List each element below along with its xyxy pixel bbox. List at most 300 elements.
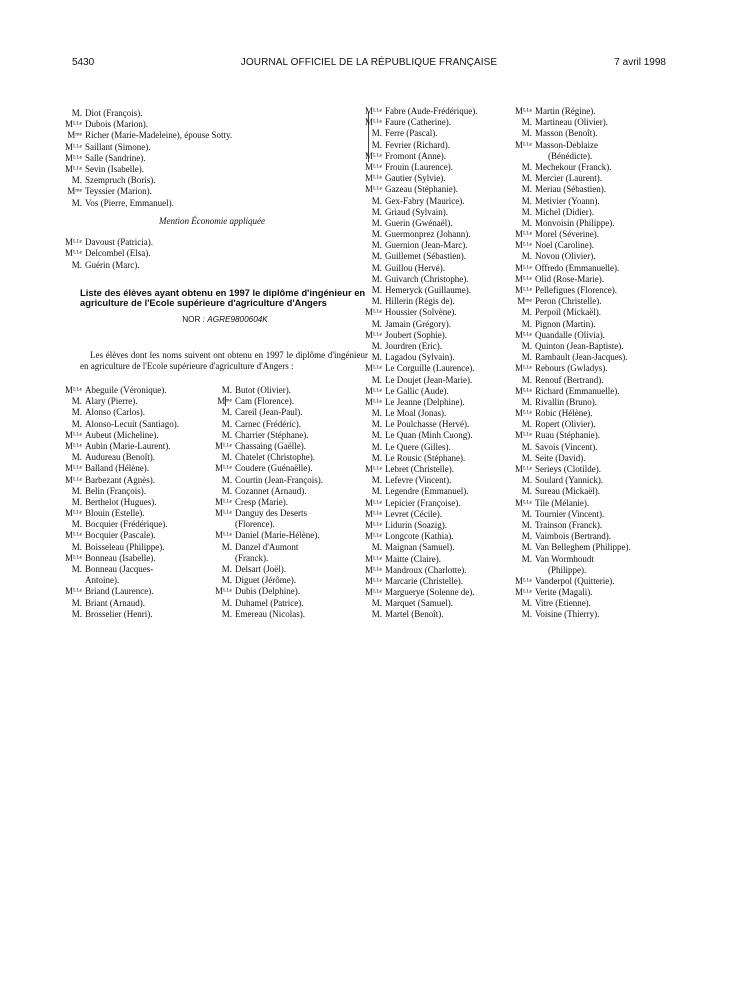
- list-item: [362, 542, 522, 553]
- person-name: Marquet (Samuel).: [385, 598, 453, 609]
- list-item: [212, 542, 372, 553]
- honorific: M.: [521, 609, 532, 620]
- person-name: Le Poulchasse (Hervé).: [385, 419, 470, 430]
- list-item: [362, 554, 522, 565]
- list-item: [362, 173, 522, 184]
- list-item: [362, 464, 522, 475]
- honorific: Mᴸᴸᵉ: [65, 237, 82, 248]
- person-name: Bonneau (Isabelle).: [85, 552, 156, 563]
- person-name: Lidurin (Soazig).: [385, 519, 447, 530]
- list-item: [512, 274, 682, 285]
- person-name: Danguy des Deserts: [235, 508, 307, 519]
- person-name: (Philippe).: [548, 564, 587, 575]
- honorific: Mᴸᴸᵉ: [515, 575, 532, 586]
- list-item: [362, 486, 522, 497]
- honorific: Mᴸᴸᵉ: [65, 440, 82, 451]
- person-name: Peron (Christelle).: [535, 296, 602, 307]
- person-name: Olid (Rose-Marie).: [535, 273, 604, 284]
- honorific: Mᴸᴸᵉ: [515, 262, 532, 273]
- list-item: [62, 519, 227, 530]
- list-item: [362, 319, 522, 330]
- honorific: M.: [71, 197, 82, 208]
- list-item: [362, 106, 522, 117]
- honorific: Mᴸᴸᵉ: [65, 385, 82, 395]
- honorific: M.: [521, 508, 532, 519]
- list-item: [512, 520, 682, 531]
- list-item: [512, 140, 682, 151]
- person-name: Delsart (Joël).: [235, 564, 286, 574]
- person-name: Vitre (Etienne).: [535, 598, 591, 609]
- list-item: [362, 251, 522, 262]
- list-item: [362, 117, 522, 128]
- honorific: Mᴸᴸᵉ: [515, 430, 532, 441]
- person-name: Delcombel (Elsa).: [85, 248, 151, 259]
- honorific: M.: [71, 519, 82, 530]
- list-item: [512, 184, 682, 195]
- list-item: [362, 207, 522, 218]
- person-name: Guillou (Hervé).: [385, 262, 445, 273]
- person-name: Hemeryck (Guillaume).: [385, 285, 471, 295]
- person-name: Salle (Sandrine).: [85, 152, 146, 163]
- honorific: Mᴸᴸᵉ: [65, 508, 82, 519]
- honorific: Mᴸᴸᵉ: [65, 463, 82, 474]
- person-name: (Florence).: [235, 519, 275, 530]
- honorific: Mᴸᴸᵉ: [65, 141, 82, 152]
- person-name: Martin (Régine).: [535, 106, 596, 116]
- honorific: Mᴸᴸᵉ: [365, 329, 382, 340]
- list-item: [212, 475, 372, 486]
- person-name: Guillemet (Sébastien).: [385, 251, 466, 262]
- list-item: [512, 240, 682, 251]
- list-item: [512, 576, 682, 587]
- person-name: Le Gallic (Aude).: [385, 385, 449, 396]
- honorific: M.: [221, 564, 232, 574]
- honorific: M.: [71, 597, 82, 608]
- honorific: Mᴸᴸᵉ: [65, 429, 82, 440]
- honorific: M.: [221, 407, 232, 418]
- list-item: [362, 196, 522, 207]
- list-item: [362, 509, 522, 520]
- list-item: [362, 285, 522, 296]
- honorific: M.: [521, 419, 532, 430]
- person-name: Richard (Emmanuelle).: [535, 385, 620, 396]
- list-item: [512, 464, 682, 475]
- person-name: Vaimbois (Bertrand).: [535, 531, 611, 542]
- list-item: [62, 385, 227, 396]
- person-name: Quinton (Jean-Baptiste).: [535, 340, 624, 351]
- list-item: [512, 375, 682, 386]
- list-item: [362, 565, 522, 576]
- list-item: [212, 396, 372, 407]
- person-name: Pignon (Martin).: [535, 318, 596, 329]
- honorific: M.: [371, 296, 382, 307]
- list-item: [512, 509, 682, 520]
- person-name: Sureau (Mickaël).: [535, 486, 600, 497]
- person-name: Blouin (Estelle).: [85, 508, 145, 519]
- mention-title: Mention Économie appliquée: [159, 216, 265, 226]
- honorific: Mᴸᴸᵉ: [515, 408, 532, 419]
- honorific: M.: [371, 352, 382, 363]
- list-item: [362, 296, 522, 307]
- person-name: Gautier (Sylvie).: [385, 173, 446, 184]
- list-item: [62, 164, 362, 175]
- person-name: Offredo (Emmanuelle).: [535, 262, 620, 273]
- person-name: Szempruch (Boris).: [85, 175, 156, 186]
- person-name: Berthelot (Hugues).: [85, 496, 157, 507]
- list-item: [62, 486, 227, 497]
- list-item: [62, 153, 362, 164]
- person-name: Mandroux (Charlotte).: [385, 564, 467, 575]
- person-name: Michel (Didier).: [535, 206, 594, 217]
- person-name: Hillerin (Régis de).: [385, 296, 455, 307]
- honorific: Mᴸᴸᵉ: [365, 519, 382, 530]
- honorific: M.: [521, 553, 532, 564]
- honorific: Mᴸᴸᵉ: [515, 497, 532, 508]
- person-name: Lebret (Christelle).: [385, 464, 454, 474]
- list-item: [512, 587, 682, 598]
- list-item: [512, 565, 682, 576]
- honorific: M.: [371, 452, 382, 463]
- list-item: [62, 475, 227, 486]
- person-name: Griaud (Sylvain).: [385, 206, 448, 217]
- list-item: [362, 184, 522, 195]
- honorific: Mᵐᵉ: [67, 186, 82, 197]
- person-name: Le Quan (Minh Cuong).: [385, 430, 473, 441]
- person-name: Diguet (Jérôme).: [235, 575, 296, 586]
- honorific: M.: [71, 396, 82, 407]
- list-item: [362, 218, 522, 229]
- person-name: Guivarch (Christophe).: [385, 273, 469, 284]
- person-name: Guérin (Marc).: [85, 259, 140, 270]
- person-name: Houssier (Solvène).: [385, 307, 457, 318]
- honorific: Mᴸᴸᵉ: [215, 508, 232, 519]
- person-name: Ferre (Pascal).: [385, 128, 438, 139]
- honorific: M.: [71, 259, 82, 270]
- list-item: [512, 498, 682, 509]
- list-item: [62, 553, 227, 564]
- list-item: [62, 609, 227, 620]
- person-name: Emereau (Nicolas).: [235, 608, 305, 619]
- honorific: Mᴸᴸᵉ: [365, 117, 382, 128]
- person-name: Le Moal (Jonas).: [385, 408, 447, 419]
- list-item: [512, 486, 682, 497]
- person-name: Danzel d'Aumont: [235, 541, 299, 552]
- honorific: Mᴸᴸᵉ: [365, 553, 382, 564]
- honorific: Mᵐᵉ: [67, 130, 82, 141]
- person-name: Noel (Caroline).: [535, 240, 594, 251]
- list-item: [362, 330, 522, 341]
- honorific: Mᴸᴸᵉ: [515, 240, 532, 251]
- honorific: M.: [371, 251, 382, 262]
- list-item: [62, 441, 227, 452]
- honorific: Mᵐᵉ: [517, 296, 532, 307]
- person-name: Alonso-Lecuit (Santiago).: [85, 418, 179, 429]
- list-item: [512, 397, 682, 408]
- list-item: [212, 508, 372, 519]
- honorific: M.: [521, 251, 532, 262]
- honorific: M.: [71, 407, 82, 418]
- list-item: [362, 475, 522, 486]
- list-item: [212, 407, 372, 418]
- person-name: Fevrier (Richard).: [385, 139, 450, 150]
- person-name: Serieys (Clotilde).: [535, 464, 601, 474]
- person-name: Trainson (Franck).: [535, 519, 603, 530]
- person-name: Bocquier (Pascale).: [85, 530, 156, 541]
- person-name: Maignan (Samuel).: [385, 542, 455, 553]
- person-name: Le Corguille (Laurence).: [385, 363, 475, 374]
- honorific: M.: [521, 161, 532, 172]
- list-item: [362, 408, 522, 419]
- honorific: Mᴸᴸᵉ: [215, 440, 232, 451]
- honorific: M.: [521, 531, 532, 542]
- honorific: M.: [371, 139, 382, 150]
- nor-reference: [80, 315, 370, 325]
- honorific: M.: [71, 541, 82, 552]
- list-item: [362, 263, 522, 274]
- list-item: [512, 229, 682, 240]
- honorific: Mᴸᴸᵉ: [515, 273, 532, 284]
- list-item: [62, 419, 227, 430]
- person-name: Boisseleau (Philippe).: [85, 541, 165, 552]
- honorific: Mᴸᴸᵉ: [515, 464, 532, 474]
- person-name: Courtin (Jean-François).: [235, 474, 323, 485]
- person-name: Ruau (Stéphanie).: [535, 430, 600, 441]
- honorific: Mᴸᴸᵉ: [365, 184, 382, 195]
- list-item: [212, 609, 372, 620]
- person-name: Seite (David).: [535, 452, 586, 463]
- section-heading: [80, 288, 370, 325]
- list-item: [362, 576, 522, 587]
- person-name: Savois (Vincent).: [535, 441, 598, 452]
- honorific: M.: [221, 474, 232, 485]
- honorific: Mᴸᴸᵉ: [65, 552, 82, 563]
- honorific: M.: [71, 108, 82, 118]
- list-item: [512, 207, 682, 218]
- honorific: Mᴸᴸᵉ: [215, 586, 232, 597]
- list-item: [62, 542, 227, 553]
- person-name: Renouf (Bertrand).: [535, 374, 604, 385]
- person-name: Butot (Olivier).: [235, 385, 291, 395]
- person-name: Chatelet (Christophe).: [235, 452, 315, 463]
- list-item: [62, 586, 227, 597]
- list-item: [512, 386, 682, 397]
- list-item: [512, 542, 682, 553]
- honorific: M.: [521, 217, 532, 228]
- list-item: [362, 307, 522, 318]
- person-name: Masson-Deblaize: [535, 139, 598, 150]
- honorific: Mᴸᴸᵉ: [65, 530, 82, 541]
- list-item: [62, 237, 362, 248]
- list-item: [62, 108, 362, 119]
- mention-block: [62, 216, 362, 271]
- person-name: Marcarie (Christelle).: [385, 575, 463, 586]
- honorific: Mᴸᴸᵉ: [365, 106, 382, 116]
- list-item: [62, 142, 362, 153]
- name-list-mention: [62, 237, 362, 271]
- person-name: Le Quere (Gilles).: [385, 441, 451, 452]
- list-item: [512, 128, 682, 139]
- honorific: Mᴸᴸᵉ: [215, 496, 232, 507]
- list-item: [512, 307, 682, 318]
- person-name: Lefevre (Vincent).: [385, 475, 452, 486]
- list-item: [512, 531, 682, 542]
- honorific: Mᴸᴸᵉ: [65, 152, 82, 163]
- person-name: Carnec (Frédéric).: [235, 418, 301, 429]
- honorific: M.: [371, 441, 382, 452]
- honorific: M.: [371, 195, 382, 206]
- honorific: M.: [371, 598, 382, 609]
- list-item: [362, 419, 522, 430]
- honorific: M.: [371, 374, 382, 385]
- person-name: Van Belleghem (Philippe).: [535, 542, 631, 553]
- honorific: M.: [371, 318, 382, 329]
- honorific: M.: [371, 262, 382, 273]
- honorific: Mᴸᴸᵉ: [365, 531, 382, 542]
- list-item: [362, 442, 522, 453]
- list-item: [362, 341, 522, 352]
- list-item: [212, 530, 372, 541]
- honorific: M.: [371, 206, 382, 217]
- honorific: M.: [221, 608, 232, 619]
- list-item: [62, 598, 227, 609]
- person-name: Faure (Catherine).: [385, 117, 451, 128]
- list-item: [362, 151, 522, 162]
- person-name: Coudere (Guénaëlle).: [235, 463, 313, 474]
- list-item: [512, 162, 682, 173]
- honorific: M.: [521, 128, 532, 139]
- list-item: [62, 508, 227, 519]
- honorific: M.: [71, 485, 82, 496]
- name-list-col2: [362, 106, 522, 621]
- list-item: [212, 463, 372, 474]
- person-name: Guernion (Jean-Marc).: [385, 240, 468, 251]
- list-item: [512, 442, 682, 453]
- list-item: [512, 330, 682, 341]
- list-item: [212, 452, 372, 463]
- person-name: Lagadou (Sylvain).: [385, 352, 455, 363]
- list-item: [362, 609, 522, 620]
- honorific: Mᵐᵉ: [217, 396, 232, 407]
- list-item: [512, 453, 682, 464]
- list-item: [62, 530, 227, 541]
- honorific: M.: [221, 429, 232, 440]
- honorific: M.: [371, 217, 382, 228]
- person-name: Soulard (Yannick).: [535, 475, 604, 486]
- honorific: Mᴸᴸᵉ: [365, 396, 382, 407]
- person-name: Aubeut (Micheline).: [85, 429, 159, 440]
- honorific: M.: [521, 374, 532, 385]
- list-item: [62, 575, 227, 586]
- list-item: [212, 598, 372, 609]
- honorific: M.: [71, 564, 82, 574]
- honorific: M.: [221, 485, 232, 496]
- person-name: Joubert (Sophie).: [385, 329, 447, 340]
- list-item: [362, 229, 522, 240]
- honorific: Mᴸᴸᵉ: [515, 587, 532, 598]
- list-item: [512, 296, 682, 307]
- list-item: [62, 452, 227, 463]
- honorific: M.: [371, 475, 382, 486]
- honorific: M.: [221, 452, 232, 463]
- honorific: Mᴸᴸᵉ: [515, 106, 532, 116]
- list-item: [62, 497, 227, 508]
- list-item: [362, 140, 522, 151]
- list-item: [212, 385, 372, 396]
- honorific: Mᴸᴸᵉ: [365, 464, 382, 474]
- section-title: Liste des élèves ayant obtenu en 1997 le diplôme d'ingénieur en agriculture de l'Ecole supérieure d'agriculture d'Angers: [80, 287, 366, 309]
- list-item: [512, 151, 682, 162]
- publication-date: 7 avril 1998: [614, 57, 666, 68]
- honorific: Mᴸᴸᵉ: [365, 508, 382, 519]
- person-name: Saillant (Simone).: [85, 141, 151, 152]
- honorific: Mᴸᴸᵉ: [215, 530, 232, 541]
- person-name: Dubois (Marion).: [85, 119, 148, 130]
- person-name: Vanderpol (Quitterie).: [535, 575, 615, 586]
- person-name: Novou (Olivier).: [535, 251, 596, 262]
- person-name: Pellefigues (Florence).: [535, 285, 617, 295]
- honorific: M.: [371, 486, 382, 497]
- person-name: Maitte (Claire).: [385, 553, 441, 564]
- honorific: M.: [521, 307, 532, 318]
- person-name: Aubin (Marie-Laurent).: [85, 440, 171, 451]
- person-name: (Bénédicte).: [548, 150, 593, 161]
- list-item: [362, 520, 522, 531]
- person-name: Cresp (Marie).: [235, 496, 288, 507]
- list-item: [362, 498, 522, 509]
- list-item: [362, 274, 522, 285]
- person-name: Jourdren (Eric).: [385, 340, 442, 351]
- honorific: M.: [521, 117, 532, 128]
- person-name: Mechekour (Franck).: [535, 161, 612, 172]
- list-item: [512, 363, 682, 374]
- person-name: Marguerye (Solenne de).: [385, 587, 475, 598]
- honorific: M.: [71, 608, 82, 619]
- list-item: [512, 430, 682, 441]
- journal-title: JOURNAL OFFICIEL DE LA RÉPUBLIQUE FRANÇAISE: [240, 57, 498, 68]
- person-name: Daniel (Marie-Hélène).: [235, 530, 320, 541]
- honorific: Mᴸᴸᵉ: [515, 285, 532, 295]
- person-name: Brosselier (Henri).: [85, 608, 153, 619]
- list-item: [212, 586, 372, 597]
- list-item: [512, 609, 682, 620]
- honorific: M.: [521, 318, 532, 329]
- person-name: Richer (Marie-Madeleine), épouse Sotty.: [85, 130, 233, 141]
- honorific: Mᴸᴸᵉ: [515, 329, 532, 340]
- list-item: [362, 531, 522, 542]
- list-item: [512, 554, 682, 565]
- list-item: [512, 251, 682, 262]
- name-list-col1a: [62, 385, 227, 620]
- person-name: Masson (Benoît).: [535, 128, 598, 139]
- person-name: Vos (Pierre, Emmanuel).: [85, 197, 174, 208]
- honorific: M.: [371, 128, 382, 139]
- list-item: [512, 173, 682, 184]
- list-item: [512, 341, 682, 352]
- person-name: Lepicier (Françoise).: [385, 497, 461, 508]
- person-name: Gex-Fabry (Maurice).: [385, 195, 465, 206]
- person-name: Antoine).: [85, 575, 120, 586]
- person-name: Mercier (Laurent).: [535, 173, 602, 184]
- list-item: [212, 419, 372, 430]
- person-name: Monvoisin (Philippe).: [535, 217, 615, 228]
- honorific: Mᴸᴸᵉ: [365, 587, 382, 598]
- person-name: Meriau (Sébastien).: [535, 184, 606, 195]
- honorific: M.: [521, 340, 532, 351]
- list-item: [512, 263, 682, 274]
- list-item: [512, 419, 682, 430]
- honorific: M.: [221, 597, 232, 608]
- list-item: [212, 575, 372, 586]
